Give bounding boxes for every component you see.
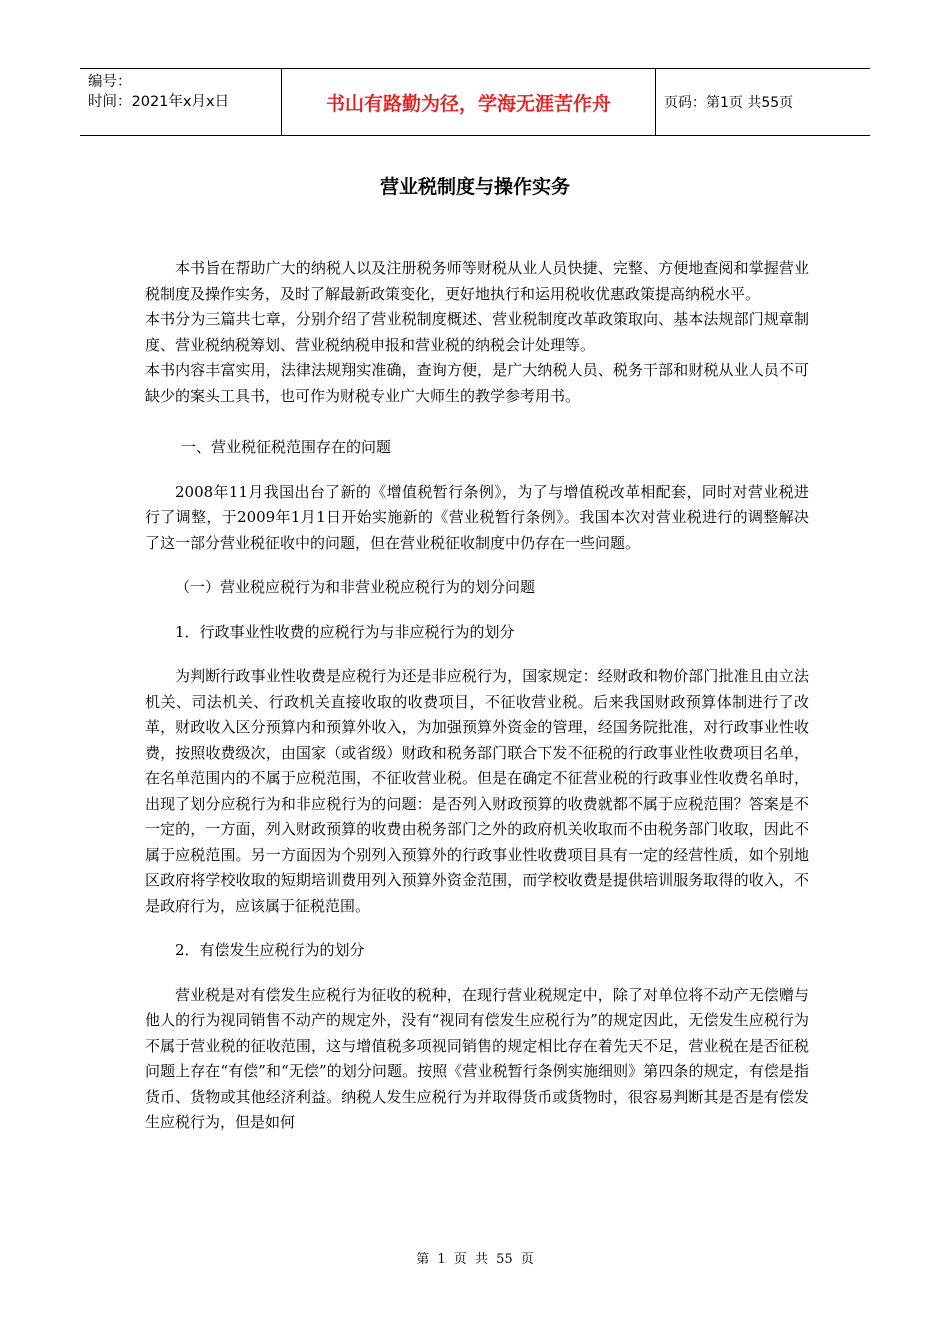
footer-suffix: 页 bbox=[520, 1252, 534, 1267]
body-paragraph: 为判断行政事业性收费是应税行为还是非应税行为，国家规定：经财政和物价部门批准且由立法机关、司法机关、行政机关直接收取的收费项目，不征收营业税。后来我国财政预算体制进行了改革，财政收入区分预算内和预算外收入，为加强预算外资金的管理，经国务院批准，对行政事业性收费，按照收费级次，由国家（或省级）财政和税务部门联合下发不征税的行政事业性收费项目名单，在名单范围内的不属于应税范围，不征收营业税。但是在确定不征营业税的行政事业性收费名单时，出现了划分应税行为和非应税行为的问题：是否列入财政预算的收费就都不属于应税范围？答案是不一定的，一方面，列入财政预算的收费由税务部门之外的政府机关收取而不由税务部门收取，因此不属于应税范围。另一方面因为个别列入预算外的行政事业性收费项目具有一定的经营性质，如个别地区政府将学校收取的短期培训费用列入预算外资金范围，而学校收费是提供培训服务取得的收入，不是政府行为，应该属于征税范围。 bbox=[145, 667, 809, 915]
header-motto: 书山有路勤为径，学海无涯苦作舟 bbox=[282, 69, 656, 135]
header-page-info: 页码：第1页 共55页 bbox=[664, 95, 794, 111]
section-heading: 一、营业税征税范围存在的问题 bbox=[181, 438, 392, 456]
footer-page: 页 bbox=[453, 1252, 467, 1267]
body-paragraph: 2008年11月我国出台了新的《增值税暂行条例》，为了与增值税改革相配套，同时对营业税进行了调整，于2009年1月1日开始实施新的《营业税暂行条例》。我国本次对营业税进行的调整解决了这一部分营业税征收中的问题，但在营业税征收制度中仍存在一些问题。 bbox=[145, 482, 809, 552]
subsection-heading: 2．有偿发生应税行为的划分 bbox=[175, 941, 365, 959]
document-body bbox=[145, 256, 809, 1136]
intro-paragraph: 本书旨在帮助广大的纳税人以及注册税务师等财税从业人员快捷、完整、方便地查阅和掌握营业税制度及操作实务，及时了解最新政策变化，更好地执行和运用税收优惠政策提高纳税水平。 bbox=[145, 259, 809, 303]
subsection-heading: （一）营业税应税行为和非营业税应税行为的划分问题 bbox=[175, 578, 536, 596]
time-label: 时间：2021年x月x日 bbox=[88, 94, 230, 110]
page-header bbox=[80, 68, 870, 136]
header-meta bbox=[80, 69, 282, 135]
body-paragraph: 营业税是对有偿发生应税行为征收的税种，在现行营业税规定中，除了对单位将不动产无偿赠与他人的行为视同销售不动产的规定外，没有“视同有偿发生应税行为”的规定因此，无偿发生应税行为不属于营业税的征收范围，这与增值税多项视同销售的规定相比存在着先天不足，营业税在是否征税问题上存在“有偿”和“无偿”的划分问题。按照《营业税暂行条例实施细则》第四条的规定，有偿是指货币、货物或其他经济利益。纳税人发生应税行为并取得货币或货物时，很容易判断其是否是有偿发生应税行为，但是如何 bbox=[145, 985, 809, 1131]
number-label: 编号： bbox=[88, 74, 132, 90]
intro-paragraph: 本书分为三篇共七章，分别介绍了营业税制度概述、营业税制度改革政策取向、基本法规部门规章制度、营业税纳税筹划、营业税纳税申报和营业税的纳税会计处理等。 bbox=[145, 310, 809, 354]
footer-total-pages: 55 bbox=[496, 1252, 513, 1267]
subsection-heading: 1．行政事业性收费的应税行为与非应税行为的划分 bbox=[175, 622, 515, 641]
footer-current-page: 1 bbox=[437, 1252, 446, 1267]
footer-prefix: 第 bbox=[416, 1252, 430, 1267]
footer-total-prefix: 共 bbox=[474, 1252, 488, 1267]
page-footer bbox=[0, 1248, 950, 1267]
document-title: 营业税制度与操作实务 bbox=[379, 176, 570, 198]
intro-paragraph: 本书内容丰富实用，法律法规翔实准确，查询方便，是广大纳税人员、税务干部和财税从业人员不可缺少的案头工具书，也可作为财税专业广大师生的教学参考用书。 bbox=[145, 361, 809, 405]
